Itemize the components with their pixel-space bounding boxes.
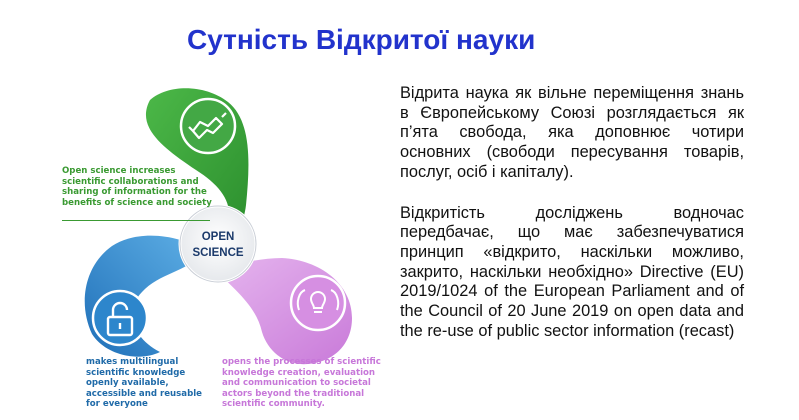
lightbulb-heads-icon bbox=[291, 276, 345, 330]
caption-divider bbox=[62, 220, 210, 221]
slide-title: Сутність Відкритої науки bbox=[187, 24, 536, 55]
open-science-center-badge bbox=[180, 206, 256, 282]
paragraph-1: Відрита наука як вільне переміщення знань в Європейському Союзі розглядається як п’ята свобода, яка доповнює чотири основних (свободи пересування товарів, послуг, осіб і капіталу). bbox=[400, 84, 744, 181]
handshake-icon bbox=[181, 99, 235, 153]
caption-blue: makes multilingual scientific knowledge openly available, accessible and reusable for everyone bbox=[86, 357, 202, 410]
open-science-graphic bbox=[0, 0, 400, 415]
center-label-line2: SCIENCE bbox=[192, 247, 244, 259]
body-text bbox=[400, 84, 744, 341]
caption-green: Open science increases scientific collaborations and sharing of information for the benefits of science and society bbox=[62, 166, 212, 208]
caption-violet: opens the processes of scientific knowledge creation, evaluation and communication to societal actors beyond the traditional scientific community. bbox=[222, 357, 381, 410]
open-lock-icon bbox=[93, 291, 147, 345]
center-label-line1: OPEN bbox=[201, 231, 235, 243]
paragraph-2: Відкритість досліджень водночас передбачає, що має забезпечуватися принцип «відкрито, наскільки можливо, закрито, наскільки необхідно» Directive (EU) 2019/1024 of the European Parliament and of the Council of 20 June 2019 on open data and the re-use of public sector information (recast) bbox=[400, 203, 744, 340]
